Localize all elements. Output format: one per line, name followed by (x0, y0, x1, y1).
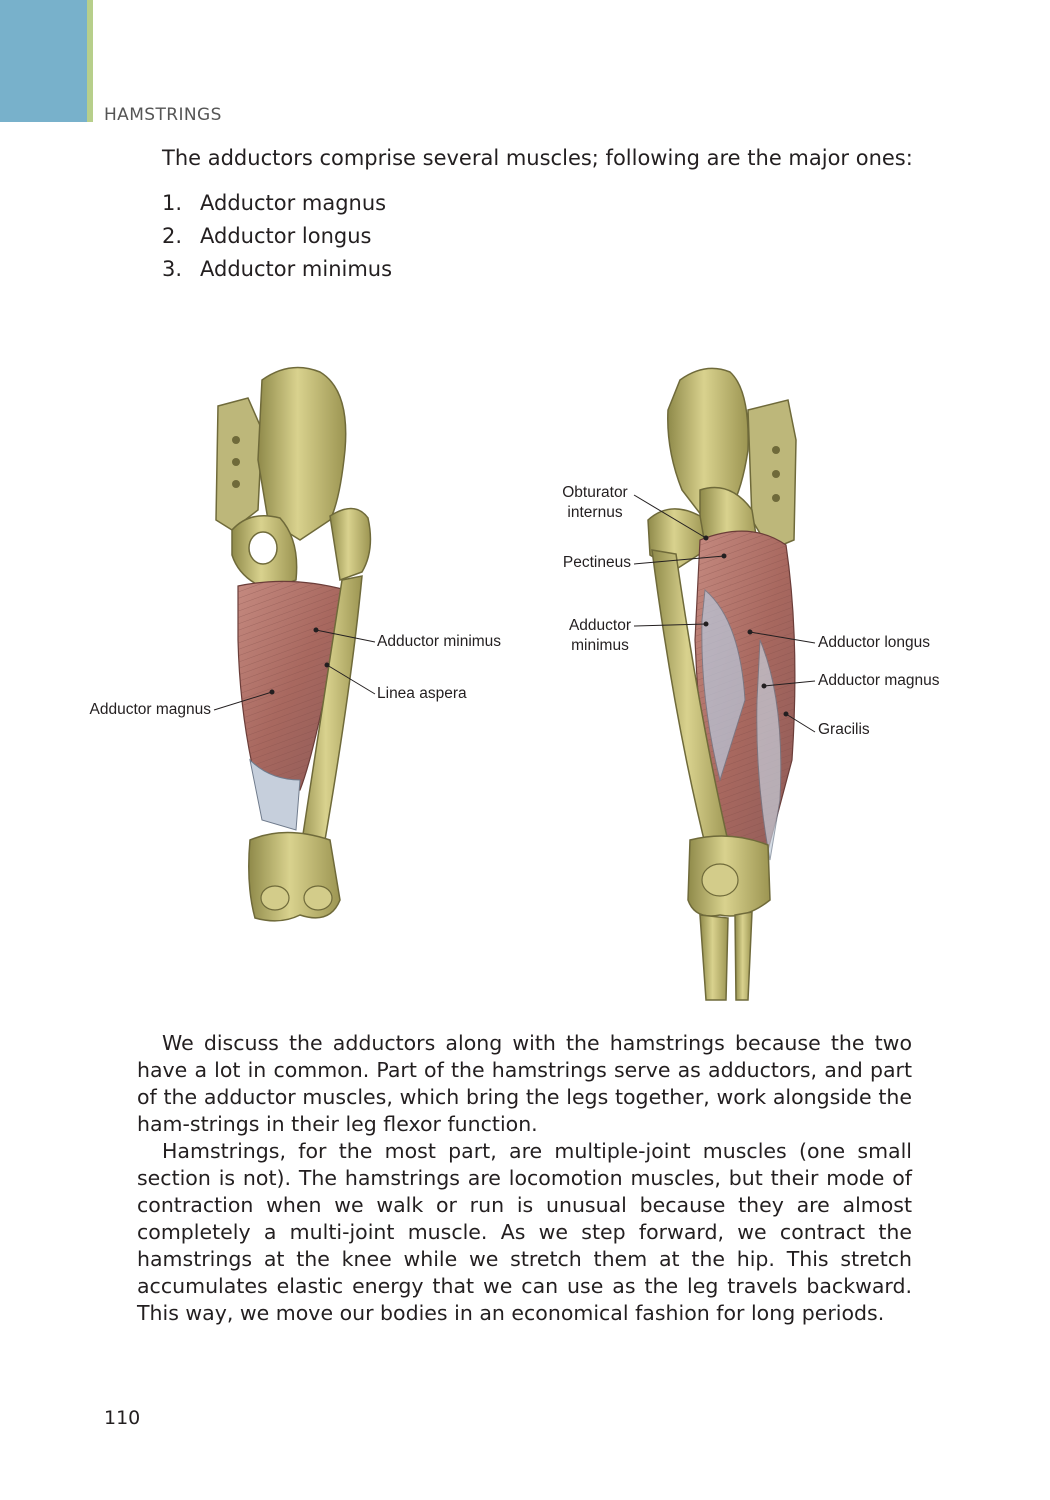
paragraph: We discuss the adductors along with the hamstrings because the two have a lot in common. Part of the hamstrings serve as adductors, and part of the adductor muscles, which bring the legs together, work alongside the ham-strings in their leg flexor function. (137, 1031, 912, 1136)
page-number: 110 (104, 1407, 141, 1429)
body-text (137, 1030, 912, 1327)
label-adductor-magnus-right: Adductor magnus (818, 672, 940, 689)
anatomy-figure (0, 340, 1050, 1020)
label-adductor-longus: Adductor longus (818, 634, 931, 651)
list-label: Adductor magnus (200, 191, 387, 215)
list-label: Adductor minimus (200, 257, 393, 281)
label-line: internus (567, 504, 623, 521)
adductor-list (162, 189, 392, 288)
list-item (162, 222, 392, 255)
section-tab-block (0, 0, 87, 122)
label-adductor-minimus-left: Adductor minimus (377, 633, 502, 650)
list-number: 3. (162, 257, 183, 281)
label-line: Adductor (568, 617, 632, 634)
paragraph: Hamstrings, for the most part, are multiple-joint muscles (one small section is not). The hamstrings are locomotion muscles, but their mode of contraction when we walk or run is unusual because they are almost completely a multi-joint muscle. As we step forward, we contract the hamstrings at the knee while we stretch them at the hip. This stretch accumulates elastic energy that we can use as the leg travels backward. This way, we move our bodies in an economical fashion for long periods. (137, 1139, 912, 1325)
label-pectineus: Pectineus (562, 554, 631, 571)
list-number: 1. (162, 191, 183, 215)
label-gracilis: Gracilis (818, 721, 870, 738)
list-label: Adductor longus (200, 224, 372, 248)
label-line: minimus (571, 637, 629, 654)
label-adductor-magnus-left: Adductor magnus (89, 701, 211, 718)
right-thigh-illustration (648, 368, 796, 1000)
label-linea-aspera: Linea aspera (377, 685, 467, 702)
list-item (162, 255, 392, 288)
list-item (162, 189, 392, 222)
running-head: HAMSTRINGS (104, 105, 222, 125)
label-obturator-internus (548, 483, 642, 523)
label-line: Obturator (562, 484, 628, 501)
list-number: 2. (162, 224, 183, 248)
left-thigh-illustration (216, 368, 370, 921)
section-tab-stripe (87, 0, 93, 122)
intro-sentence: The adductors comprise several muscles; following are the major ones: (162, 146, 913, 170)
label-adductor-minimus-right (553, 616, 647, 656)
